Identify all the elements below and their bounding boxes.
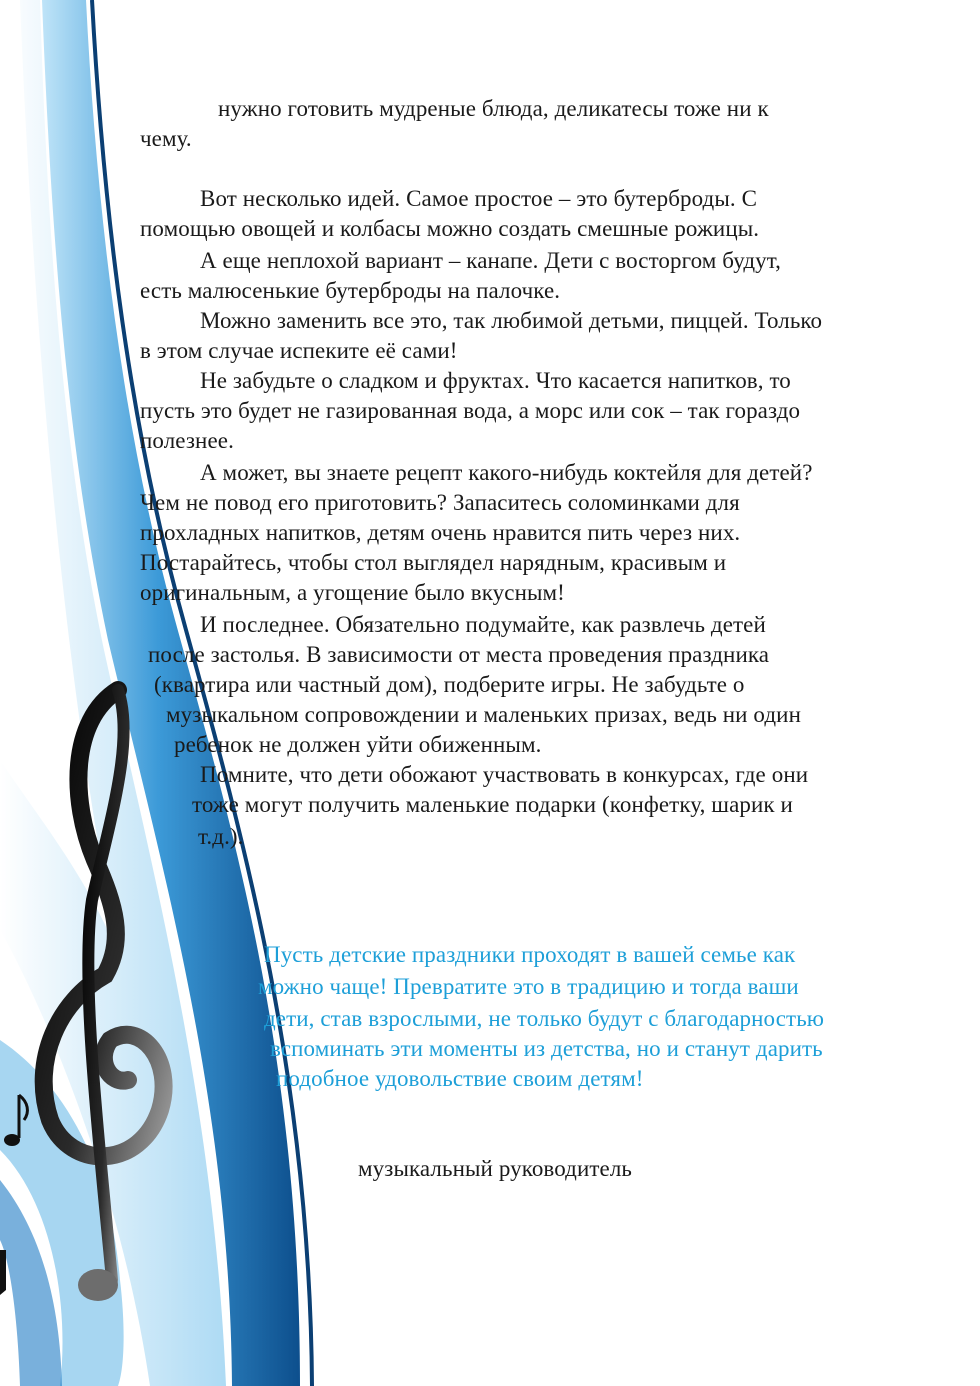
body-line: чему. (140, 126, 192, 151)
body-line: (квартира или частный дом), подберите игры. Не забудьте о (154, 672, 745, 697)
closing-line: дети, став взрослыми, не только будут с благодарностью (264, 1006, 825, 1031)
signature: музыкальный руководитель (358, 1156, 632, 1181)
body-line: И последнее. Обязательно подумайте, как развлечь детей (200, 612, 766, 637)
body-line: пусть это будет не газированная вода, а морс или сок – так гораздо (140, 398, 801, 423)
body-line: Не забудьте о сладком и фруктах. Что касается напитков, то (200, 368, 791, 393)
body-line: после застолья. В зависимости от места проведения праздника (148, 642, 770, 667)
body-line: т.д.). (198, 824, 244, 849)
body-line: в этом случае испеките её сами! (140, 338, 458, 363)
body-line: А еще неплохой вариант – канапе. Дети с восторгом будут, (200, 248, 782, 273)
closing-line: подобное удовольствие своим детям! (276, 1066, 644, 1091)
closing-line: вспоминать эти моменты из детства, но и станут дарить (270, 1036, 823, 1061)
closing-line: Пусть детские праздники проходят в вашей семье как (264, 942, 796, 967)
body-line: А может, вы знаете рецепт какого-нибудь коктейля для детей? (200, 460, 813, 485)
body-line: Постарайтесь, чтобы стол выглядел нарядным, красивым и (140, 550, 727, 575)
body-line: Чем не повод его приготовить? Запаситесь соломинками для (140, 490, 740, 515)
body-line: ребенок не должен уйти обиженным. (174, 732, 542, 757)
body-line: музыкальном сопровождении и маленьких призах, ведь ни один (166, 702, 801, 727)
body-line: оригинальным, а угощение было вкусным! (140, 580, 565, 605)
body-line: Можно заменить все это, так любимой детьми, пиццей. Только (200, 308, 823, 333)
body-line: тоже могут получить маленькие подарки (конфетку, шарик и (192, 792, 793, 817)
body-line: помощью овощей и колбасы можно создать смешные рожицы. (140, 216, 760, 241)
body-line: Вот несколько идей. Самое простое – это бутерброды. С (200, 186, 758, 211)
closing-line: можно чаще! Превратите это в традицию и тогда ваши (258, 974, 799, 999)
body-line: Помните, что дети обожают участвовать в конкурсах, где они (200, 762, 809, 787)
body-line: нужно готовить мудреные блюда, деликатесы тоже ни к (218, 96, 769, 121)
body-line: есть малюсенькие бутерброды на палочке. (140, 278, 561, 303)
body-line: прохладных напитков, детям очень нравится пить через них. (140, 520, 741, 545)
body-line: полезнее. (140, 428, 234, 453)
